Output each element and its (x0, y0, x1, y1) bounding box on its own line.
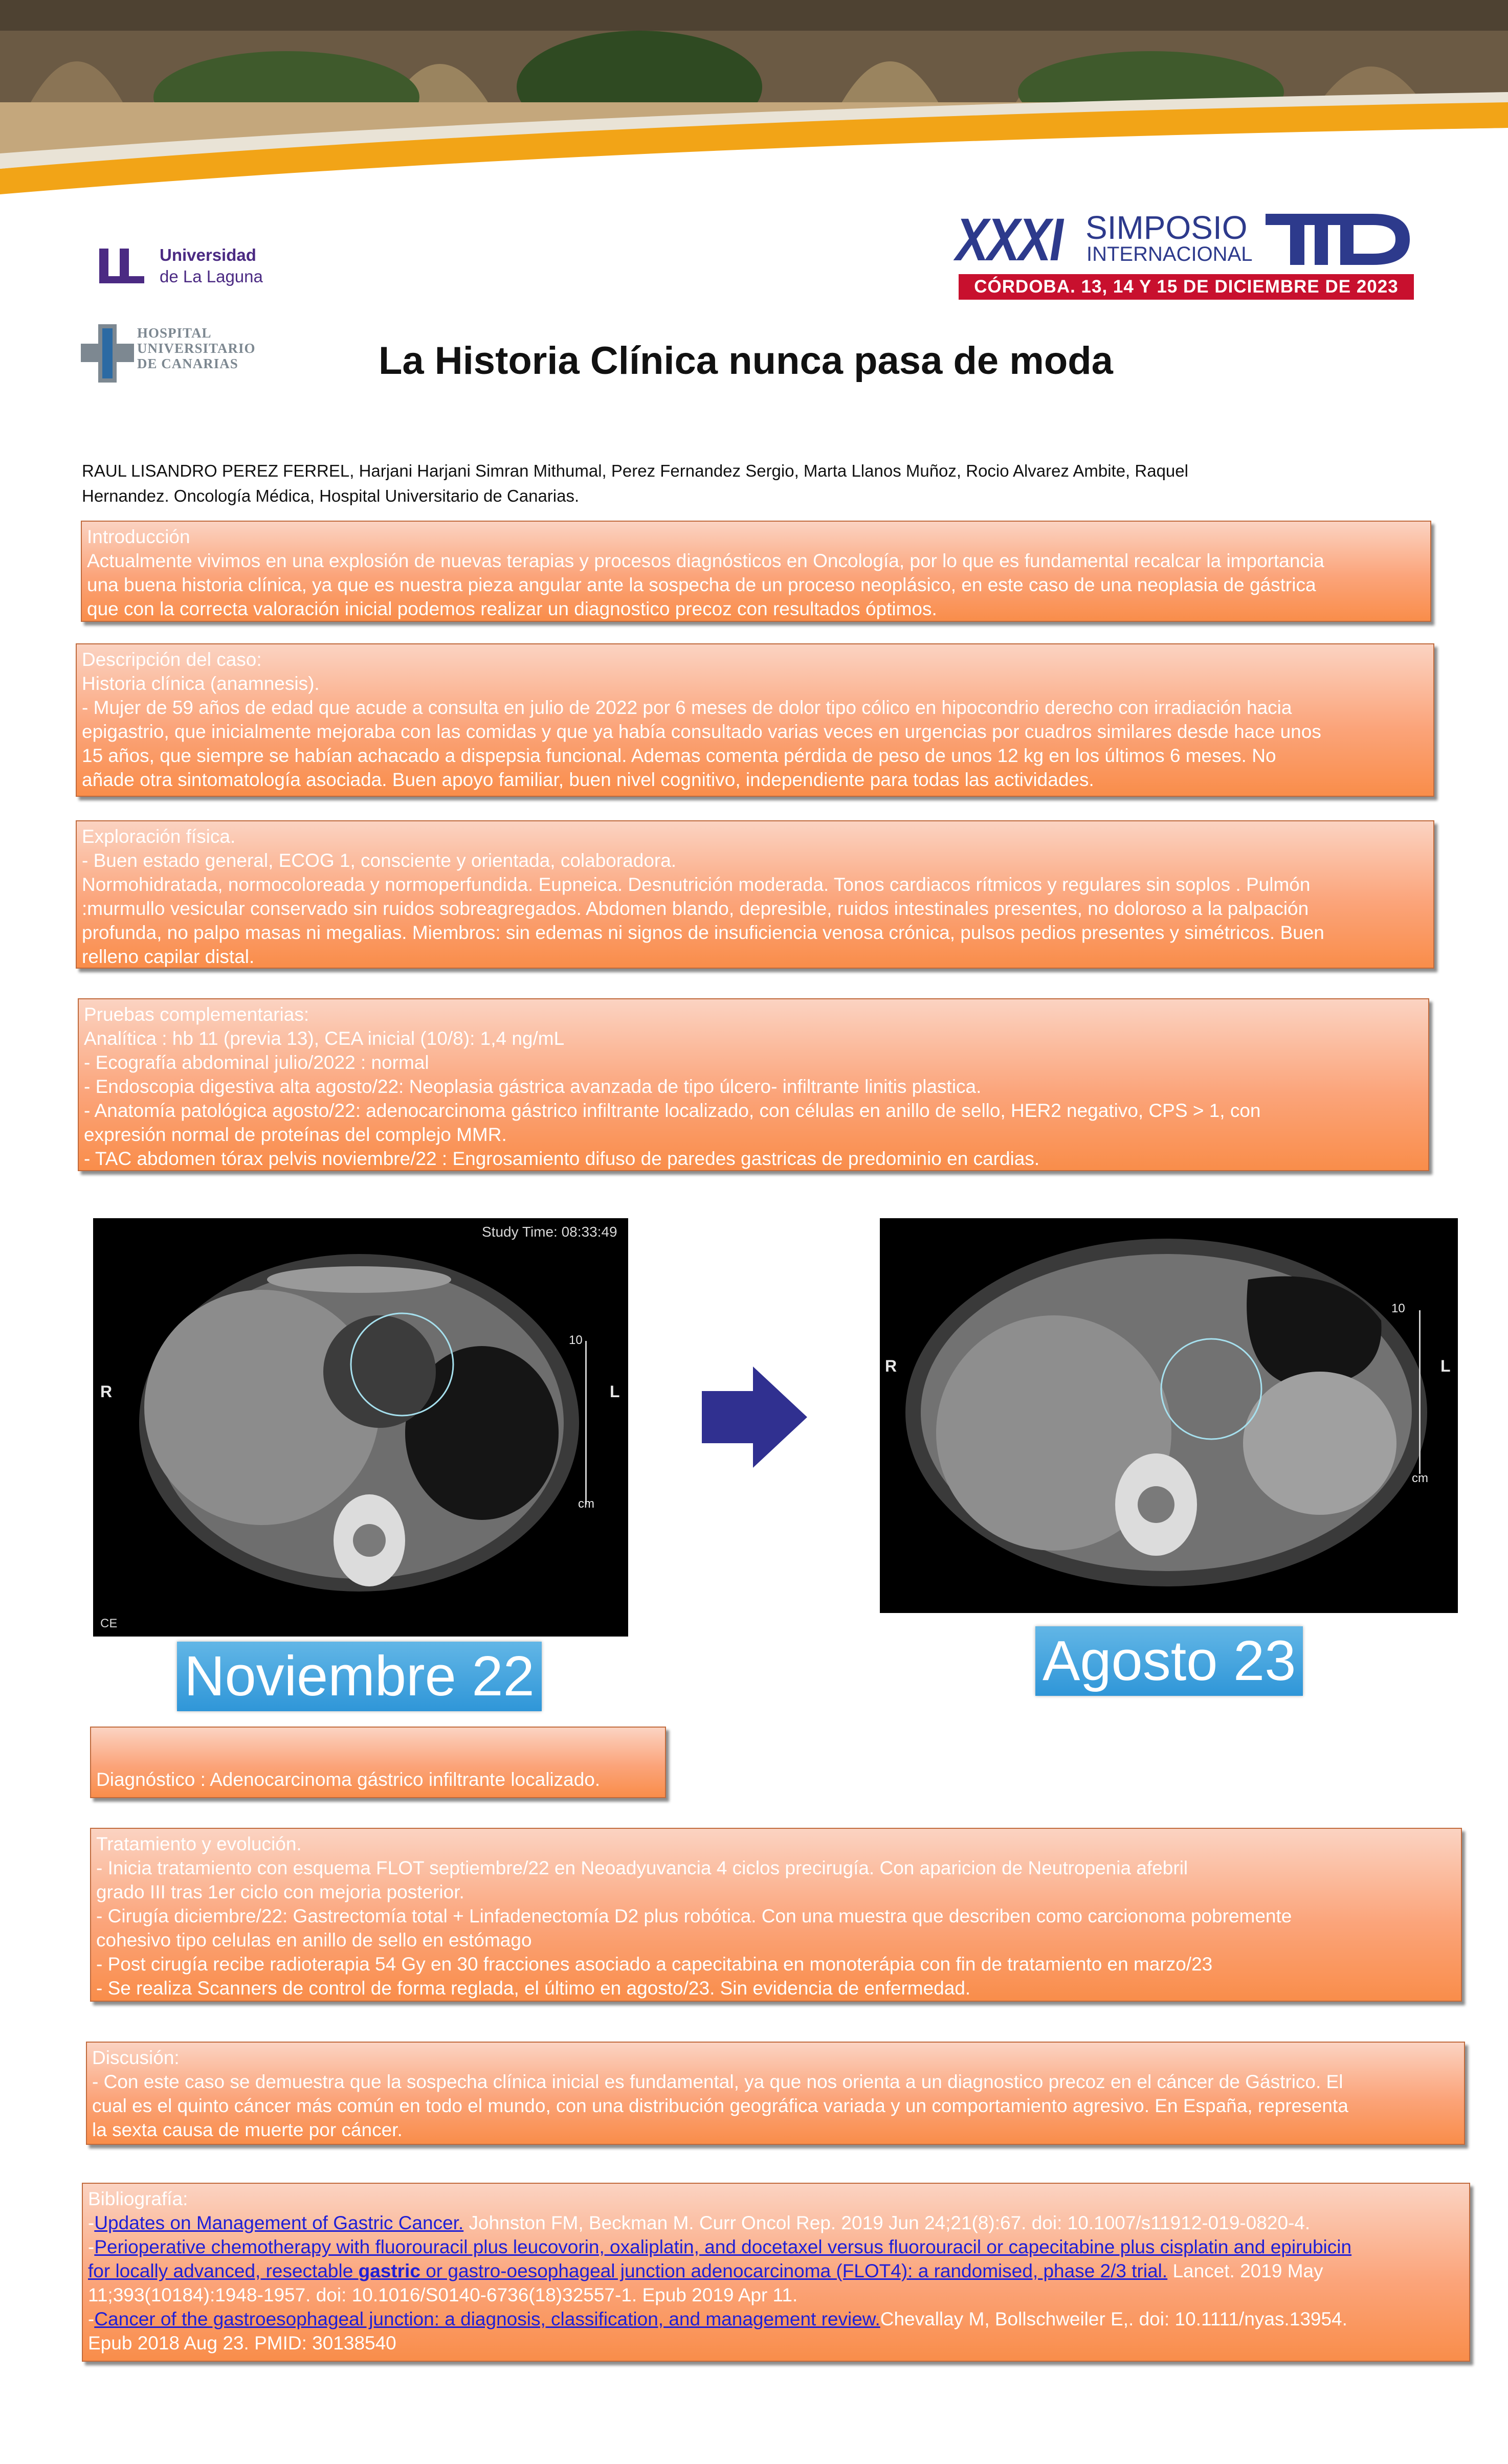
ct-right-ten: 10 (1391, 1302, 1405, 1315)
discussion-section (86, 2042, 1465, 2145)
reference-1: -Updates on Management of Gastric Cancer. Johnston FM, Beckman M. Curr Oncol Rep. 2019 Jun 24;21(8):67. doi: 10.1007/s11912-019-0820-4. (88, 2212, 1311, 2233)
ct-left-ce: CE (100, 1617, 118, 1630)
treatment-line: grado III tras 1er ciclo con mejoria posterior. (96, 1881, 464, 1902)
huc-line1: HOSPITAL (137, 325, 212, 341)
label-august: Agosto 23 (1035, 1626, 1303, 1696)
introduction-line: Actualmente vivimos en una explosión de nuevas terapias y procesos diagnósticos en Oncología, por lo que es fundamental recalcar la importancia (87, 550, 1324, 571)
ct-left-ten: 10 (569, 1333, 583, 1347)
exam-line: :murmullo vesicular conservado sin ruidos sobreagregados. Abdomen blando, depresible, ruidos intestinales presentes, no doloroso a la palpación (82, 898, 1309, 919)
diagnosis-text: Diagnóstico : Adenocarcinoma gástrico infiltrante localizado. (96, 1769, 601, 1790)
ull-line2: de La Laguna (160, 267, 263, 286)
treatment-section (90, 1828, 1462, 2002)
ct-right-cm: cm (1412, 1471, 1428, 1485)
reference-2-cont (88, 2259, 1464, 2283)
ull-line1: Universidad (160, 245, 256, 264)
bibliography-section (82, 2183, 1470, 2362)
introduction-heading: Introducción (87, 526, 190, 547)
discussion-line: la sexta causa de muerte por cáncer. (92, 2119, 403, 2140)
reference-3: -Cancer of the gastroesophageal junction: a diagnosis, classification, and management review.Chevallay M, Bollschweiler E,. doi: 10.1111/nyas.13954. (88, 2309, 1347, 2329)
ct-left-r: R (100, 1382, 113, 1401)
exam-line: Normohidratada, normocoloreada y normoperfundida. Eupneica. Desnutrición moderada. Tonos cardiacos rítmicos y regulares sin soplos . Pulmón (82, 874, 1311, 895)
treatment-line: - Se realiza Scanners de control de forma reglada, el último en agosto/23. Sin evidencia de enfermedad. (96, 1978, 971, 1999)
introduction-line: una buena historia clínica, ya que es nuestra pieza angular ante la sospecha de un proceso neoplásico, en este caso de una neoplasia de gástrica (87, 574, 1316, 595)
ull-logo-icon (97, 245, 148, 286)
treatment-line: - Cirugía diciembre/22: Gastrectomía total + Linfadenectomía D2 plus robótica. Con una muestra que describen como carcionoma pobremente (96, 1906, 1292, 1927)
ct-left-cm: cm (578, 1497, 594, 1511)
reference-2: -Perioperative chemotherapy with fluorouracil plus leucovorin, oxaliplatin, and docetaxel versus fluorouracil or capecitabine plus cisplatin and epirubicin (88, 2236, 1352, 2257)
case-line: 15 años, que siempre se habían achacado a dispepsia funcional. Ademas comenta pérdida de peso de unos 12 kg en los últimos 6 meses. No (82, 745, 1276, 766)
tests-line: - Anatomía patológica agosto/22: adenocarcinoma gástrico infiltrante localizado, con células en anillo de sello, HER2 negativo, CPS > 1, con (84, 1100, 1261, 1121)
reference-3-details: Chevallay M, Bollschweiler E,. doi: 10.1111/nyas.13954. (880, 2309, 1347, 2329)
case-line: añade otra sintomatología asociada. Buen apoyo familiar, buen nivel cognitivo, independiente para todas las actividades. (82, 769, 1094, 790)
discussion-line: cual es el quinto cáncer más común en todo el mundo, con una distribución geográfica variada y un comportamiento agresivo. En España, representa (92, 2095, 1348, 2116)
huc-line2: UNIVERSITARIO (137, 341, 256, 356)
case-description-section (76, 643, 1434, 797)
reference-2-link-bold[interactable]: gastric (358, 2260, 420, 2281)
exam-heading: Exploración física. (82, 826, 236, 847)
reference-1-details: Johnston FM, Beckman M. Curr Oncol Rep. 2019 Jun 24;21(8):67. doi: 10.1007/s11912-019-0820-4. (463, 2212, 1311, 2233)
tests-heading: Pruebas complementarias: (84, 1004, 309, 1025)
ct-image-left (93, 1218, 628, 1637)
authors-line1: RAUL LISANDRO PEREZ FERREL, Harjani Harjani Simran Mithumal, Perez Fernandez Sergio, Marta Llanos Muñoz, Rocio Alvarez Ambite, Raquel (82, 461, 1188, 480)
exam-line: relleno capilar distal. (82, 946, 255, 967)
huc-line3: DE CANARIAS (137, 356, 238, 371)
reference-2-details: Lancet. 2019 May (1167, 2260, 1323, 2281)
tests-line: expresión normal de proteínas del complejo MMR. (84, 1124, 507, 1145)
label-november: Noviembre 22 (177, 1642, 542, 1711)
poster-title: La Historia Clínica nunca pasa de moda (379, 339, 1113, 383)
treatment-line: - Post cirugía recibe radioterapia 54 Gy en 30 fracciones asociado a capecitabina en monoterápia con fin de tratamiento en marzo/23 (96, 1954, 1213, 1975)
introduction-line: que con la correcta valoración inicial podemos realizar un diagnostico precoz con resultados óptimos. (87, 598, 937, 619)
reference-1-link[interactable]: Updates on Management of Gastric Cancer. (94, 2212, 464, 2233)
case-line: epigastrio, que inicialmente mejoraba con las comidas y que ya había consultado varias veces en urgencias por cuadros similares desde hace unos (82, 721, 1321, 742)
discussion-line: - Con este caso se demuestra que la sospecha clínica inicial es fundamental, ya que nos orienta a un diagnostico precoz en el cáncer de Gástrico. El (92, 2071, 1343, 2092)
ttd-logo-icon (1266, 212, 1414, 268)
reference-2-link-b1[interactable]: for locally advanced, resectable (88, 2260, 359, 2281)
treatment-heading: Tratamiento y evolución. (96, 1833, 302, 1854)
treatment-line: cohesivo tipo celulas en anillo de sello en estómago (96, 1930, 532, 1951)
case-heading: Descripción del caso: (82, 649, 262, 670)
reference-3-link[interactable]: Cancer of the gastroesophageal junction: a diagnosis, classification, and management review. (94, 2309, 880, 2329)
authors (82, 458, 1330, 508)
tests-line: - TAC abdomen tórax pelvis noviembre/22 : Engrosamiento difuso de paredes gastricas de predominio en cardias. (84, 1148, 1040, 1169)
ct-scan-august (880, 1218, 1458, 1613)
bibliography-heading: Bibliografía: (88, 2188, 188, 2209)
symposium-number: XXXI (956, 206, 1062, 274)
ct-left-l: L (610, 1382, 620, 1401)
treatment-line: - Inicia tratamiento con esquema FLOT septiembre/22 en Neoadyuvancia 4 ciclos precirugía. Con aparicion de Neutropenia afebril (96, 1857, 1188, 1878)
ct-right-l: L (1440, 1357, 1451, 1375)
huc-cross-icon (81, 324, 134, 383)
tests-line: - Ecografía abdominal julio/2022 : normal (84, 1052, 429, 1073)
symposium-title: SIMPOSIO (1085, 209, 1248, 246)
symposium-date: CÓRDOBA. 13, 14 Y 15 DE DICIEMBRE DE 2023 (959, 274, 1414, 300)
diagnosis-section (90, 1727, 666, 1798)
ct-right-r: R (885, 1357, 897, 1375)
authors-line2: Hernandez. Oncología Médica, Hospital Universitario de Canarias. (82, 486, 580, 505)
tests-line: Analítica : hb 11 (previa 13), CEA inicial (10/8): 1,4 ng/mL (84, 1028, 565, 1049)
case-line: Historia clínica (anamnesis). (82, 673, 320, 694)
reference-2-link-b2[interactable]: or gastro-oesophageal junction adenocarcinoma (FLOT4): a randomised, phase 2/3 trial. (420, 2260, 1168, 2281)
reference-2-link[interactable]: Perioperative chemotherapy with fluorouracil plus leucovorin, oxaliplatin, and docetaxel versus fluorouracil or capecitabine plus cisplatin and epirubicin (94, 2236, 1352, 2257)
physical-exam-section (76, 820, 1434, 969)
discussion-heading: Discusión: (92, 2047, 180, 2068)
tests-line: - Endoscopia digestiva alta agosto/22: Neoplasia gástrica avanzada de tipo úlcero- infiltrante linitis plastica. (84, 1076, 982, 1097)
tests-section (78, 998, 1429, 1171)
ct-image-right (880, 1218, 1458, 1613)
ct-left-study-time: Study Time: 08:33:49 (482, 1224, 617, 1240)
symposium-subtitle: INTERNACIONAL (1086, 243, 1253, 265)
reference-2-details2: 11;393(10184):1948-1957. doi: 10.1016/S0140-6736(18)32557-1. Epub 2019 Apr 11. (88, 2284, 798, 2305)
ct-scan-november (93, 1218, 628, 1637)
case-line: - Mujer de 59 años de edad que acude a consulta en julio de 2022 por 6 meses de dolor tipo cólico en hipocondrio derecho con irradiación hacia (82, 697, 1292, 718)
arrow-right-icon (700, 1364, 810, 1470)
huc-logo-text (137, 325, 256, 371)
introduction-section (81, 521, 1431, 622)
reference-3-details2: Epub 2018 Aug 23. PMID: 30138540 (88, 2333, 396, 2354)
ull-logo-text (160, 244, 263, 287)
exam-line: - Buen estado general, ECOG 1, consciente y orientada, colaboradora. (82, 850, 677, 871)
exam-line: profunda, no palpo masas ni megalias. Miembros: sin edemas ni signos de insuficiencia venosa crónica, pulsos pedios presentes y simétricos. Buen (82, 922, 1324, 943)
